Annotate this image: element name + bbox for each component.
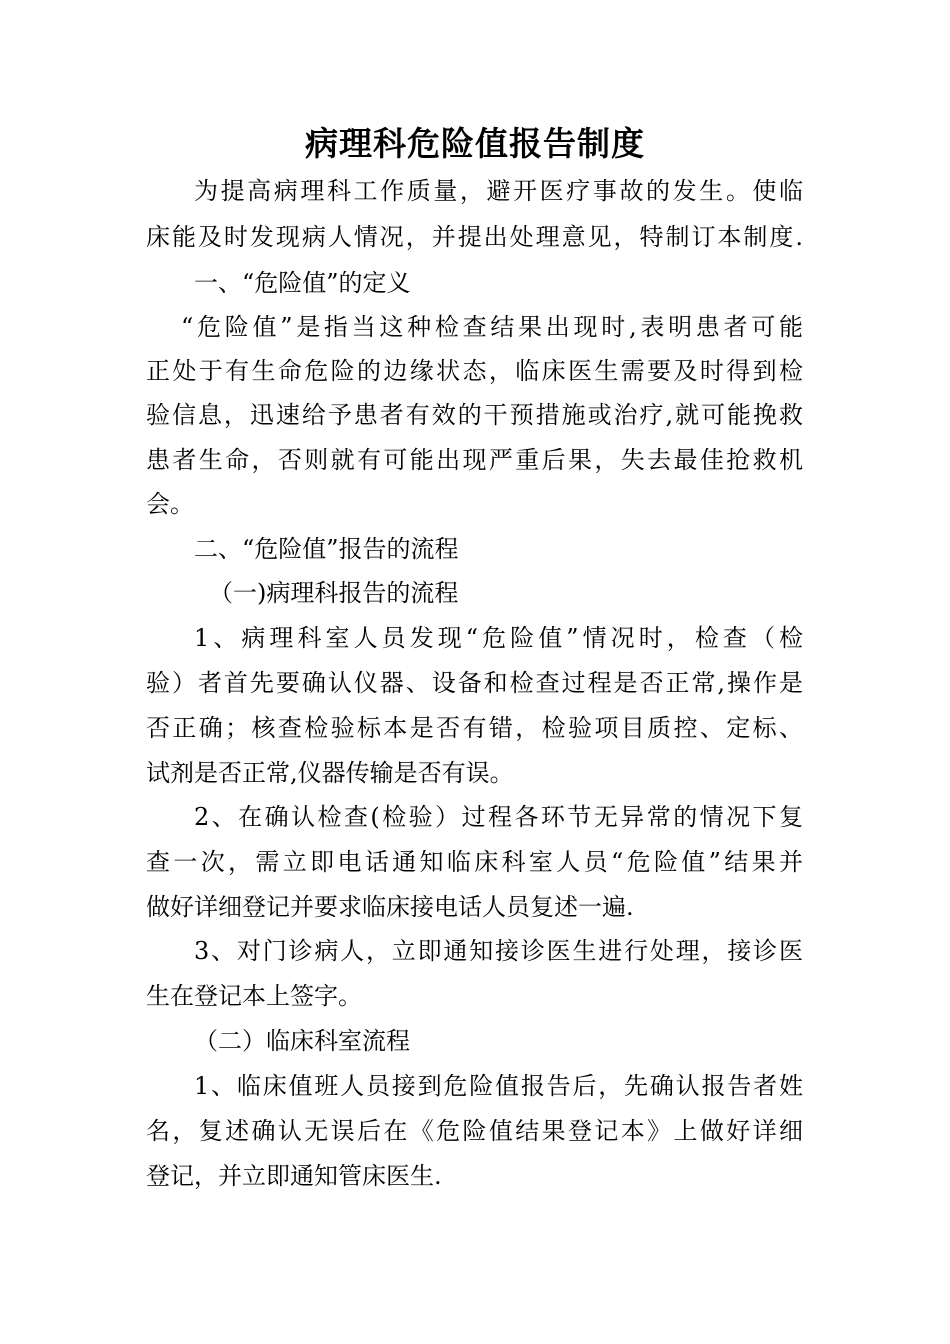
paragraph-line: 登记，并立即通知管床医生. bbox=[146, 1162, 442, 1190]
paragraph-line: 试剂是否正常,仪器传输是否有误。 bbox=[146, 759, 514, 787]
paragraph-line: 3、对门诊病人，立即通知接诊医生进行处理，接诊医 bbox=[194, 937, 803, 965]
paragraph-line: 生在登记本上签字。 bbox=[146, 982, 362, 1010]
subsection-heading: （二）临床科室流程 bbox=[194, 1027, 410, 1055]
paragraph-line: 为提高病理科工作质量，避开医疗事故的发生。使临 bbox=[194, 177, 803, 205]
paragraph-line: 会。 bbox=[146, 490, 194, 518]
section-heading: 一、“危险值”的定义 bbox=[194, 269, 411, 297]
paragraph-line: 床能及时发现病人情况，并提出处理意见，特制订本制度. bbox=[146, 223, 803, 251]
paragraph-line: 查一次，需立即电话通知临床科室人员“危险值”结果并 bbox=[146, 848, 803, 876]
paragraph-line: 1、病理科室人员发现“危险值”情况时，检查（检 bbox=[194, 624, 803, 652]
paragraph-line: 正处于有生命危险的边缘状态，临床医生需要及时得到检 bbox=[146, 357, 803, 385]
paragraph-line: 2、在确认检查(检验）过程各环节无异常的情况下复 bbox=[194, 803, 803, 831]
subsection-heading: （一)病理科报告的流程 bbox=[209, 579, 459, 607]
paragraph-line: 做好详细登记并要求临床接电话人员复述一遍. bbox=[146, 893, 634, 921]
paragraph-line: 验）者首先要确认仪器、设备和检查过程是否正常,操作是 bbox=[146, 669, 803, 697]
paragraph-line: “危险值”是指当这种检查结果出现时,表明患者可能 bbox=[181, 313, 803, 341]
paragraph-line: 患者生命，否则就有可能出现严重后果，失去最佳抢救机 bbox=[146, 446, 803, 474]
section-heading: 二、“危险值”报告的流程 bbox=[194, 535, 459, 563]
paragraph-line: 验信息，迅速给予患者有效的干预措施或治疗,就可能挽救 bbox=[146, 401, 803, 429]
paragraph-line: 名，复述确认无误后在《危险值结果登记本》上做好详细 bbox=[146, 1117, 803, 1145]
paragraph-line: 1、临床值班人员接到危险值报告后，先确认报告者姓 bbox=[194, 1072, 803, 1100]
paragraph-line: 否正确；核查检验标本是否有错，检验项目质控、定标、 bbox=[146, 714, 803, 742]
document-title: 病理科危险值报告制度 bbox=[305, 124, 645, 163]
